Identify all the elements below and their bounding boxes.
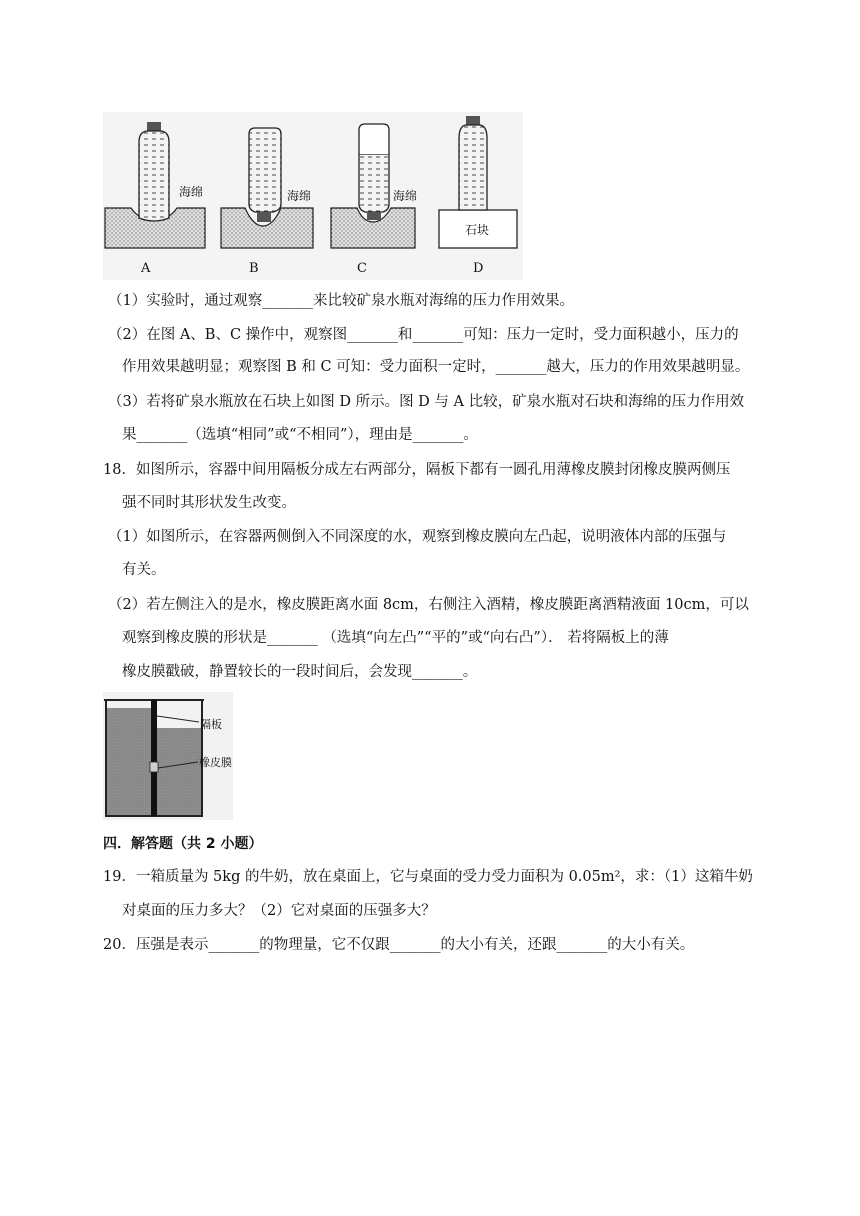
q18-part2-line3: 橡皮膜戳破，静置较长的一段时间后，会发现_______。 bbox=[122, 664, 478, 680]
container-partition-figure bbox=[103, 692, 233, 820]
sponge-label-c: 海绵 bbox=[393, 189, 418, 203]
q18-part2-line2: 观察到橡皮膜的形状是_______ （选填“向左凸”“平的”或“向右凸”）． 若将隔板上的薄 bbox=[122, 630, 669, 646]
q17-part1: （1）实验时，通过观察_______来比较矿泉水瓶对海绵的压力作用效果。 bbox=[108, 293, 574, 309]
q17-part3-line1: （3）若将矿泉水瓶放在石块上如图 D 所示。图 D 与 A 比较，矿泉水瓶对石块和海绵的压力作用效 bbox=[108, 394, 745, 410]
q18-stem-line2: 强不同时其形状发生改变。 bbox=[122, 495, 296, 511]
partition-label: 隔板 bbox=[200, 718, 222, 731]
caption-d: D bbox=[473, 261, 484, 276]
q17-part2-line1: （2）在图 A、B、C 操作中，观察图_______和_______可知：压力一定时，受力面积越小，压力的 bbox=[108, 327, 739, 343]
section-4-heading: 四．解答题（共 2 小题） bbox=[103, 836, 263, 852]
sponge-label-a: 海绵 bbox=[179, 185, 204, 199]
q19-line1: 19．一箱质量为 5kg 的牛奶，放在桌面上，它与桌面的受力受力面积为 0.05m²，求：（1）这箱牛奶 bbox=[103, 869, 753, 885]
q18-part1-line2: 有关。 bbox=[122, 562, 166, 578]
q18-part2-line1: （2）若左侧注入的是水，橡皮膜距离水面 8cm，右侧注入酒精，橡皮膜距离酒精液面 10cm，可以 bbox=[108, 597, 749, 613]
stone-label: 石块 bbox=[465, 223, 490, 237]
bottle-sponge-figure bbox=[103, 112, 523, 280]
caption-b: B bbox=[249, 261, 259, 276]
q17-part3-line2: 果_______（选填“相同”或“不相同”），理由是_______。 bbox=[122, 427, 478, 443]
caption-c: C bbox=[357, 261, 367, 276]
membrane-label: 橡皮膜 bbox=[199, 756, 232, 769]
q20-line: 20．压强是表示_______的物理量，它不仅跟_______的大小有关，还跟_______的大小有关。 bbox=[103, 937, 695, 953]
q18-part1-line1: （1）如图所示，在容器两侧倒入不同深度的水，观察到橡皮膜向左凸起，说明液体内部的压强与 bbox=[108, 529, 727, 545]
sponge-label-b: 海绵 bbox=[287, 189, 312, 203]
q18-stem-line1: 18．如图所示，容器中间用隔板分成左右两部分，隔板下都有一圆孔用薄橡皮膜封闭橡皮膜两侧压 bbox=[103, 462, 731, 478]
q19-line2: 对桌面的压力多大？（2）它对桌面的压强多大？ bbox=[122, 903, 436, 919]
q17-part2-line2: 作用效果越明显；观察图 B 和 C 可知：受力面积一定时，_______越大，压力的作用效果越明显。 bbox=[122, 359, 750, 375]
caption-a: A bbox=[141, 261, 151, 276]
